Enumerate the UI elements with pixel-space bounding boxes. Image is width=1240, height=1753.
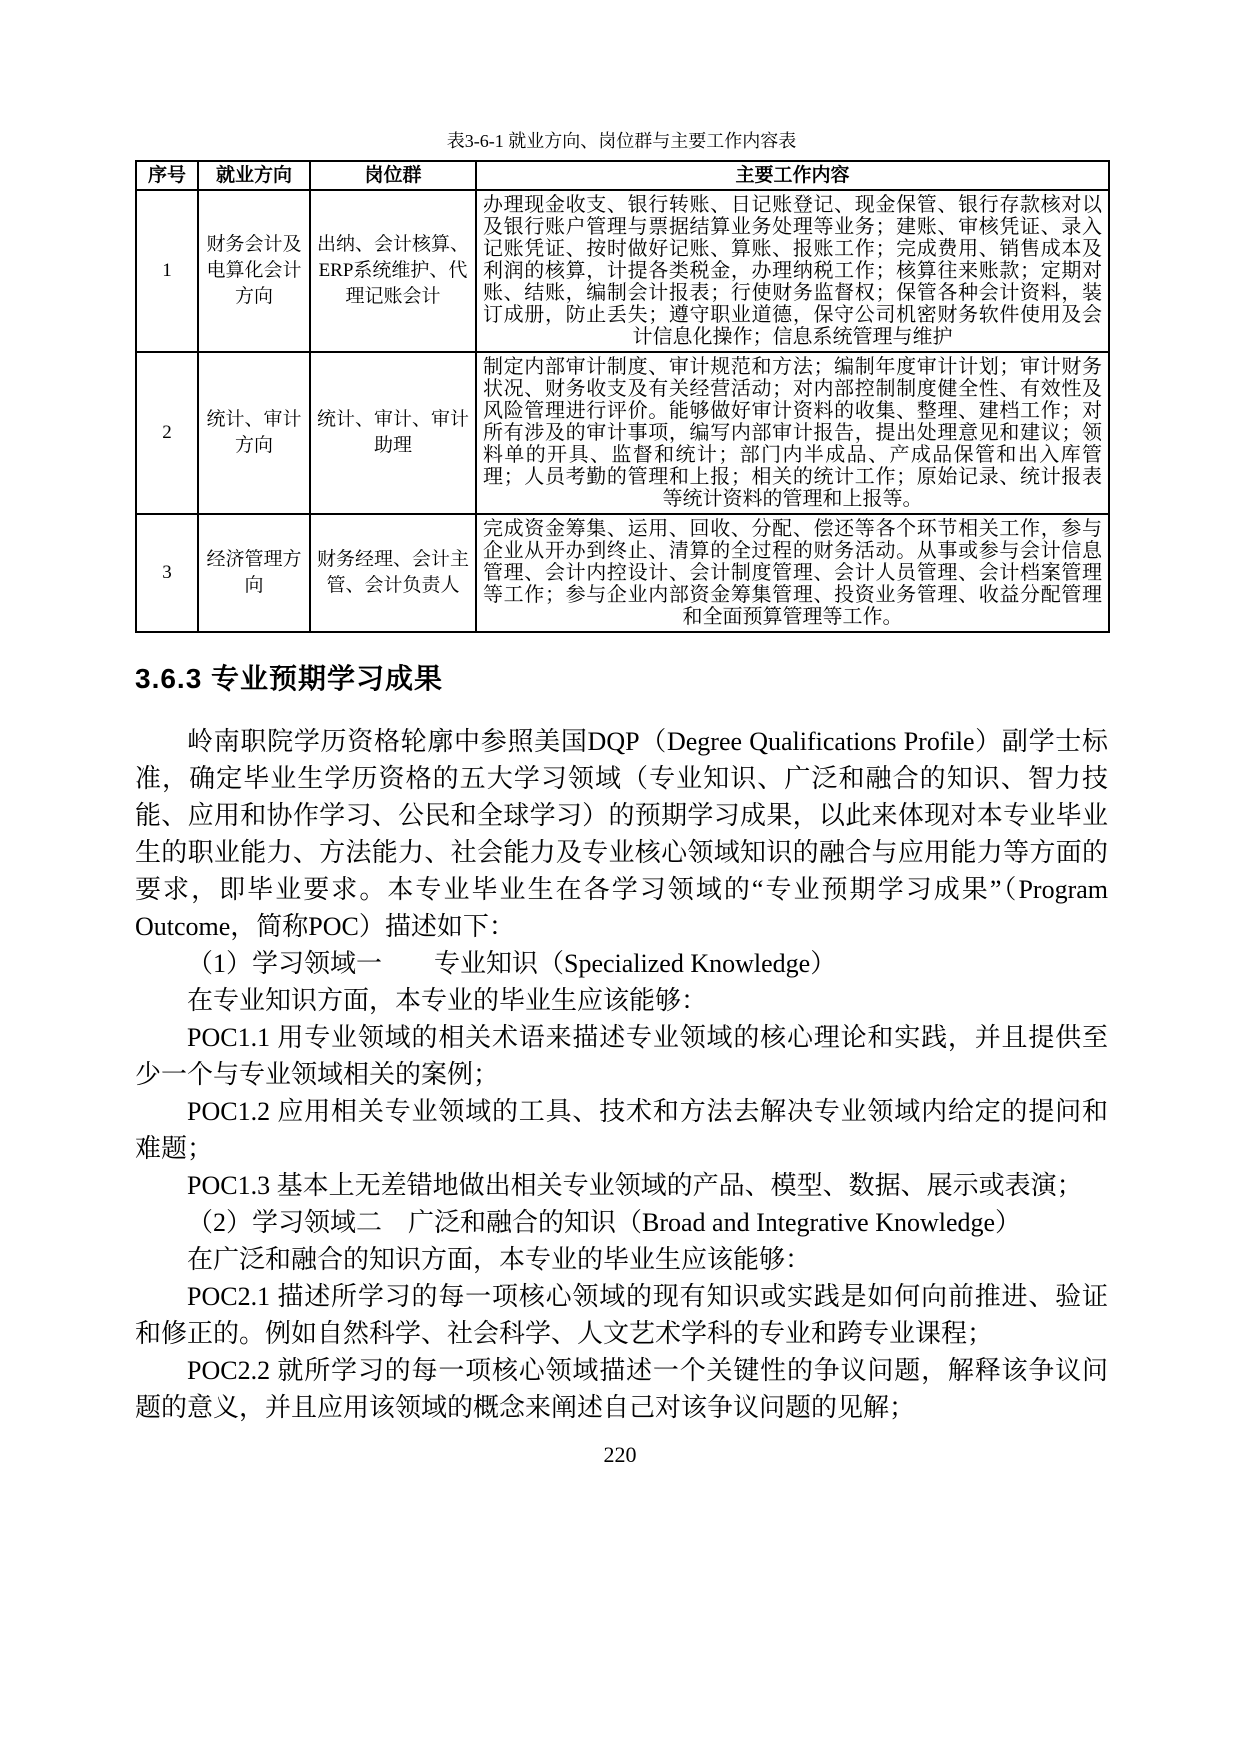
paragraph: （1）学习领域一 专业知识（Specialized Knowledge）	[187, 949, 837, 978]
table-row	[136, 190, 1109, 352]
paragraph: POC1.1 用专业领域的相关术语来描述专业领域的核心理论和实践，并且提供至少一个与专业领域相关的案例；	[135, 1023, 1108, 1089]
paragraph: POC1.3 基本上无差错地做出相关专业领域的产品、模型、数据、展示或表演；	[187, 1171, 1083, 1200]
cell-content: 制定内部审计制度、审计规范和方法；编制年度审计计划；审计财务状况、财务收支及有关经营活动；对内部控制制度健全性、有效性及风险管理进行评价。能够做好审计资料的收集、整理、建档工作；对所有涉及的审计事项，编写内部审计报告，提出处理意见和建议；领料单的开具、监督和统计；部门内半成品、产成品保管和出入库管理；人员考勤的管理和上报；相关的统计工作；原始记录、统计报表等统计资料的管理和上报等。	[476, 352, 1109, 514]
paragraph: POC2.2 就所学习的每一项核心领域描述一个关键性的争议问题，解释该争议问题的意义，并且应用该领域的概念来阐述自己对该争议问题的见解；	[135, 1356, 1108, 1422]
cell-no: 1	[136, 190, 198, 352]
cell-no: 3	[136, 514, 198, 632]
cell-posts: 出纳、会计核算、ERP系统维护、代理记账会计	[310, 190, 476, 352]
cell-direction: 统计、审计方向	[198, 352, 310, 514]
paragraph: POC2.1 描述所学习的每一项核心领域的现有知识或实践是如何向前推进、验证和修正的。例如自然科学、社会科学、人文艺术学科的专业和跨专业课程；	[135, 1282, 1108, 1348]
page-content	[135, 128, 1108, 1426]
cell-content: 完成资金筹集、运用、回收、分配、偿还等各个环节相关工作，参与企业从开办到终止、清算的全过程的财务活动。从事或参与会计信息管理、会计内控设计、会计制度管理、会计人员管理、会计档案管理等工作；参与企业内部资金筹集管理、投资业务管理、收益分配管理和全面预算管理等工作。	[476, 514, 1109, 632]
paragraph: 在专业知识方面，本专业的毕业生应该能够：	[187, 986, 708, 1015]
paragraph: POC1.2 应用相关专业领域的工具、技术和方法去解决专业领域内给定的提问和难题；	[135, 1097, 1108, 1163]
cell-direction: 经济管理方向	[198, 514, 310, 632]
page-number: 220	[603, 1442, 637, 1467]
cell-direction: 财务会计及电算化会计方向	[198, 190, 310, 352]
table-row	[136, 352, 1109, 514]
table-header-row	[136, 161, 1109, 190]
paragraph: 在广泛和融合的知识方面，本专业的毕业生应该能够：	[187, 1245, 812, 1274]
cell-posts: 财务经理、会计主管、会计负责人	[310, 514, 476, 632]
paragraph: （2）学习领域二 广泛和融合的知识（Broad and Integrative Knowledge）	[187, 1208, 1022, 1237]
table-row	[136, 514, 1109, 632]
cell-no: 2	[136, 352, 198, 514]
col-header-content: 主要工作内容	[476, 161, 1109, 190]
section-body	[135, 723, 1108, 1426]
jobs-table	[135, 160, 1110, 633]
col-header-posts: 岗位群	[310, 161, 476, 190]
cell-posts: 统计、审计、审计助理	[310, 352, 476, 514]
col-header-direction: 就业方向	[198, 161, 310, 190]
table-caption: 表3-6-1 就业方向、岗位群与主要工作内容表	[446, 131, 797, 151]
paragraph: 岭南职院学历资格轮廓中参照美国DQP（Degree Qualifications Profile）副学士标准，确定毕业生学历资格的五大学习领域（专业知识、广泛和融合的知识、智力技能、应用和协作学习、公民和全球学习）的预期学习成果，以此来体现对本专业毕业生的职业能力、方法能力、社会能力及专业核心领域知识的融合与应用能力等方面的要求，即毕业要求。本专业毕业生在各学习领域的“专业预期学习成果”（Program Outcome，简称POC）描述如下：	[135, 727, 1108, 941]
section-heading: 3.6.3 专业预期学习成果	[135, 663, 444, 694]
cell-content: 办理现金收支、银行转账、日记账登记、现金保管、银行存款核对以及银行账户管理与票据结算业务处理等业务；建账、审核凭证、录入记账凭证、按时做好记账、算账、报账工作；完成费用、销售成本及利润的核算，计提各类税金，办理纳税工作；核算往来账款；定期对账、结账，编制会计报表；行使财务监督权；保管各种会计资料，装订成册，防止丢失；遵守职业道德，保守公司机密财务软件使用及会计信息化操作；信息系统管理与维护	[476, 190, 1109, 352]
col-header-no: 序号	[136, 161, 198, 190]
